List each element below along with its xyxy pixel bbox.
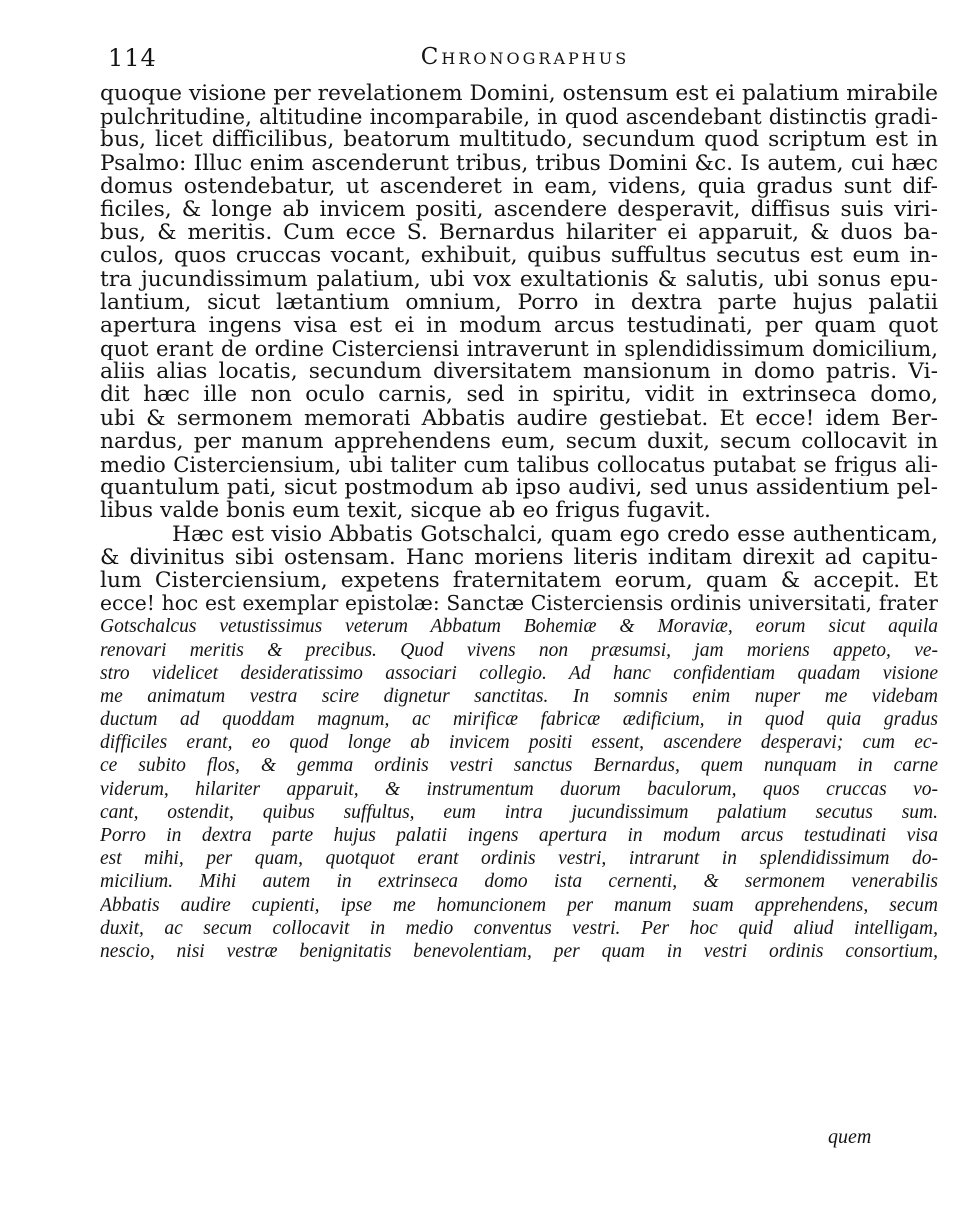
text-line: quot erant de ordine Cisterciensi intraverunt in splendidissimum domicilium, <box>100 337 938 361</box>
letter-line: Porro in dextra parte hujus palatii ingens apertura in modum arcus testudinati visa <box>100 825 938 846</box>
letter-line: ductum ad quoddam magnum, ac mirificæ fabricæ ædificium, in quod quia gradus <box>100 709 938 731</box>
text-line: apertura ingens visa est ei in modum arcus testudinati, per quam quot <box>100 313 938 338</box>
text-line: ubi & sermonem memorati Abbatis audire gestiebat. Et ecce! idem Ber- <box>100 406 938 430</box>
letter-line: est mihi, per quam, quotquot erant ordinis vestri, intrarunt in splendidissimum do- <box>100 848 938 870</box>
text-line: bus, & meritis. Cum ecce S. Bernardus hilariter ei apparuit, & duos ba- <box>100 221 938 245</box>
text-line: quoque visione per revelationem Domini, ostensum est ei palatium mirabile <box>100 82 938 106</box>
text-line: lantium, sicut lætantium omnium, Porro in dextra parte hujus palatii <box>100 290 938 314</box>
catchword: quem <box>828 1126 872 1148</box>
text-line: lum Cisterciensium, expetens fraternitatem eorum, quam & accepit. Et <box>100 568 938 593</box>
running-head: Chronographus <box>420 44 630 70</box>
letter-line: difficiles erant, eo quod longe ab invicem positi essent, ascendere desperavi; cum ec- <box>100 732 938 754</box>
letter-line: me animatum vestra scire dignetur sanctitas. In somnis enim nuper me videbam <box>100 685 938 707</box>
text-line: bus, licet difficilibus, beatorum multitudo, secundum quod scriptum est in <box>100 128 938 152</box>
text-line: ficiles, & longe ab invicem positi, ascendere desperavit, diffisus suis viri- <box>100 197 938 222</box>
letter-line: nescio, nisi vestræ benignitatis benevolentiam, per quam in vestri ordinis consortium, <box>100 940 938 962</box>
letter-line: duxit, ac secum collocavit in medio conventus vestri. Per hoc quid aliud intelligam, <box>100 917 938 939</box>
text-line: & divinitus sibi ostensam. Hanc moriens literis inditam direxit ad capitu- <box>100 545 938 569</box>
text-line: medio Cisterciensium, ubi taliter cum talibus collocatus putabat se frigus ali- <box>100 453 938 477</box>
letter-line: Gotschalcus vetustissimus veterum Abbatum Bohemiæ & Moraviæ, eorum sicut aquila <box>100 616 938 638</box>
text-line: libus valde bonis eum texit, sicque ab eo frigus fugavit. <box>100 499 711 523</box>
text-line: ecce! hoc est exemplar epistolæ: Sanctæ Cisterciensis ordinis universitati, frater <box>100 592 938 616</box>
page-number: 114 <box>108 44 157 72</box>
text-line: pulchritudine, altitudine incomparabile, in quod ascendebant distinctis gradi- <box>100 105 938 129</box>
text-line: aliis alias locatis, secundum diversitatem mansionum in domo patris. Vi- <box>100 360 938 384</box>
text-line: Psalmo: Illuc enim ascenderunt tribus, tribus Domini &c. Is autem, cui hæc <box>100 151 938 175</box>
text-line: tra jucundissimum palatium, ubi vox exultationis & salutis, ubi sonus epu- <box>100 267 938 291</box>
text-line: dit hæc ille non oculo carnis, sed in spiritu, vidit in extrinseca domo, <box>100 383 938 407</box>
text-line: quantulum pati, sicut postmodum ab ipso audivi, sed unus assidentium pel- <box>100 476 938 500</box>
letter-line: cant, ostendit, quibus suffultus, eum intra jucundissimum palatium secutus sum. <box>100 801 938 823</box>
letter-line: Abbatis audire cupienti, ipse me homuncionem per manum suam apprehendens, secum <box>100 894 938 916</box>
letter-line: viderum, hilariter apparuit, & instrumentum duorum baculorum, quos cruccas vo- <box>100 778 938 800</box>
letter-line: renovari meritis & precibus. Quod vivens non præsumsi, jam moriens appeto, ve- <box>100 639 938 661</box>
text-line: nardus, per manum apprehendens eum, secum duxit, secum collocavit in <box>100 429 938 453</box>
text-line: domus ostendebatur, ut ascenderet in eam, videns, quia gradus sunt dif- <box>100 174 938 198</box>
paragraph-start-line: Hæc est visio Abbatis Gotschalci, quam ego credo esse authenticam, <box>172 522 938 546</box>
letter-line: ce subito flos, & gemma ordinis vestri sanctus Bernardus, quem nunquam in carne <box>100 755 938 777</box>
letter-line: stro videlicet desideratissimo associari collegio. Ad hanc confidentiam quadam visione <box>100 662 938 684</box>
letter-line: micilium. Mihi autem in extrinseca domo ista cernenti, & sermonem venerabilis <box>100 871 938 893</box>
body-text <box>100 82 938 963</box>
text-line: culos, quos cruccas vocant, exhibuit, quibus suffultus secutus est eum in- <box>100 244 938 268</box>
page-header <box>0 44 960 84</box>
